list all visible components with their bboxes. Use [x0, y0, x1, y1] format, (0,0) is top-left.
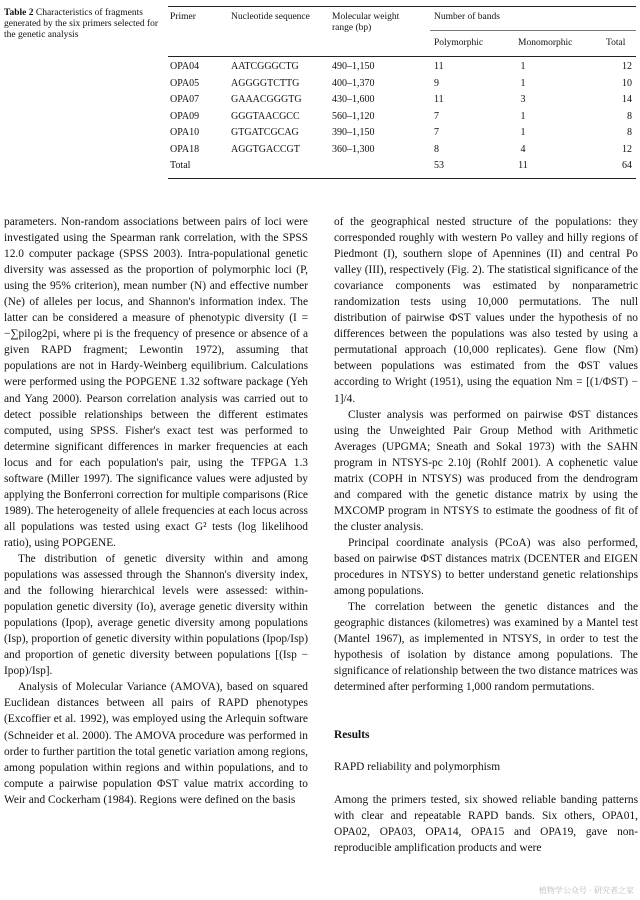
- header-total: Total: [606, 38, 626, 48]
- left-column: [4, 214, 308, 808]
- cell-polymorphic: 9: [434, 77, 439, 89]
- table-row: [168, 126, 636, 140]
- cell-monomorphic: 1: [520, 61, 526, 72]
- watermark: 植物学公众号 · 研究者之家: [538, 886, 634, 895]
- table-row: [168, 159, 636, 173]
- table-row: [168, 93, 636, 107]
- header-mw: Molecular weight range (bp): [332, 12, 400, 33]
- table-row: [168, 60, 636, 74]
- cell-total: 12: [622, 143, 632, 155]
- cell-total: 14: [622, 94, 632, 105]
- cell-sequence: GTGATCGCAG: [231, 127, 299, 138]
- cell-total: 10: [622, 77, 632, 89]
- cell-total: 8: [627, 127, 632, 138]
- spacer: [334, 776, 638, 792]
- cell-polymorphic: 53: [434, 160, 444, 171]
- cell-mw-range: 430–1,600: [332, 94, 375, 105]
- left-paragraph-2: The distribution of genetic diversity within and among populations was assessed through the Shannon's diversity index, and the following hierarchical levels were assessed: within-population genetic diversity (Io), average genetic diversity within populations (Ipop), average genetic diversity among populations (Isp), proportion of genetic diversity within populations (Ipop/Isp) and proportion of genetic diversity between populations [(Isp − Ipop)/Isp].: [4, 552, 308, 678]
- cell-monomorphic: 1: [520, 127, 526, 138]
- cell-monomorphic: 4: [520, 143, 526, 155]
- cell-sequence: AATCGGGCTG: [231, 61, 299, 72]
- left-paragraph-1: parameters. Non-random associations between pairs of loci were investigated using the Spearman rank correlation, with the SPSS 12.0 computer package (SPSS 2003). Intra-populational genetic diversity was assessed as the proportion of polymorphic loci (P, using the 95% criterion), mean number (N) and effective number (Ne) of alleles per locus, and Shannon's information index. The latter can be considered a measure of phenotypic diversity (I = −∑pilog2pi, where pi is the frequency of presence or absence of a given RAPD fragment; Lewontin 1972), assuming that populations are not in Hardy-Weinberg equilibrium. Calculations were performed using the POPGENE 1.32 software package (Yeh and Yang 2000). Pearson correlation analysis was carried out to detect possible relationships between the different estimates computed, using SPSS. Fisher's exact test was performed to determine significant differences in marker frequencies at each locus and for each population's pair, using the TFPGA 1.3 software (Miller 1997). The significance values were adjusted by applying the Bonferroni correction for multiple comparisons (Rice 1989). The heterogeneity of allele frequencies at each locus across all populations was tested using exact G² tests (log likelihood ratio), using POPGENE.: [4, 216, 308, 549]
- right-paragraph-1: of the geographical nested structure of the populations: they corresponded roughly with western Po valley and hilly regions of Piedmont (I), southern slope of Apennines (II) and central Po valley (III), respectively (Fig. 2). The statistical significance of the covariance components was estimated by nonparametric randomization tests using 10,000 permutations. The null distribution of pairwise ΦST values under the hypothesis of no differences between the populations was also tested by using a permutational approach (10,000 replicates). Gene flow (Nm) between populations was estimated from the ΦST values according to Wright (1951), using the equation Nm = [(1/ΦST) − 1]/4.: [334, 216, 638, 405]
- cell-primer: OPA07: [170, 94, 200, 105]
- results-subheading: RAPD reliability and polymorphism: [334, 761, 501, 774]
- cell-monomorphic: 1: [520, 110, 526, 122]
- spacer: [334, 743, 638, 759]
- cell-monomorphic: 1: [520, 77, 526, 89]
- cell-primer: OPA04: [170, 61, 200, 72]
- header-primer: Primer: [170, 12, 196, 22]
- cell-sequence: AGGGGTCTTG: [231, 77, 300, 89]
- cell-total: 12: [622, 61, 632, 72]
- bands-subrule: [430, 30, 636, 31]
- table-caption: [4, 8, 164, 41]
- right-paragraph-2: Cluster analysis was performed on pairwise ΦST distances using the Unweighted Pair Group Method with Arithmetic Averages (UPGMA; Sneath and Sokal 1973) with the SAHN program in NTSYS-pc 2.10j (Rohlf 2001). A cophenetic value matrix (COPH in NTSYS) was produced from the dendrogram and compared with the genetic distance matrix by using the MXCOMP program in NTSYS to estimate the goodness of fit of the cluster analysis.: [334, 408, 638, 533]
- cell-primer: OPA09: [170, 110, 200, 122]
- header-sequence: Nucleotide sequence: [231, 12, 310, 22]
- header-monomorphic: Monomorphic: [518, 38, 573, 48]
- right-column: [334, 214, 638, 856]
- cell-primer: Total: [170, 160, 191, 171]
- cell-polymorphic: 11: [434, 94, 444, 105]
- cell-polymorphic: 11: [434, 61, 444, 72]
- cell-sequence: GAAACGGGTG: [231, 94, 302, 105]
- table-caption-label: Table 2: [4, 8, 34, 18]
- cell-primer: OPA10: [170, 127, 200, 138]
- cell-polymorphic: 7: [434, 127, 439, 138]
- cell-polymorphic: 8: [434, 143, 439, 155]
- table-top-rule: [168, 6, 636, 7]
- cell-mw-range: 490–1,150: [332, 61, 375, 72]
- cell-mw-range: 560–1,120: [332, 110, 375, 122]
- cell-total: 64: [622, 160, 632, 171]
- table-row: [168, 110, 636, 124]
- cell-primer: OPA05: [170, 77, 200, 89]
- right-paragraph-3: Principal coordinate analysis (PCoA) was also performed, based on pairwise ΦST distances matrix (DCENTER and EIGEN procedures in NTSYS) to better understand genetic relationships among populations.: [334, 536, 638, 598]
- results-paragraph: Among the primers tested, six showed reliable banding patterns with clear and repeatable RAPD bands. Six others, OPA01, OPA02, OPA03, OPA14, OPA15 and OPA19, gave non-reproducible amplification products and were: [334, 793, 638, 854]
- spacer: [334, 695, 638, 711]
- cell-mw-range: 360–1,300: [332, 143, 375, 155]
- table-caption-text: Characteristics of fragments generated by the six primers selected for the genetic analysis: [4, 8, 159, 40]
- cell-monomorphic: 11: [518, 160, 528, 171]
- cell-mw-range: 390–1,150: [332, 127, 375, 138]
- header-bands: Number of bands: [434, 12, 500, 22]
- spacer: [334, 711, 638, 727]
- results-heading: Results: [334, 729, 370, 742]
- table-row: [168, 77, 636, 91]
- right-paragraph-4: The correlation between the genetic distances and the geographic distances (kilometres) was examined by a Mantel test (Mantel 1967), as implemented in NTSYS, in order to test the hypothesis of isolation by distance among populations. The significance of relationship between the two distance matrices was determined after performing 1,000 random permutations.: [334, 601, 638, 694]
- cell-primer: OPA18: [170, 143, 200, 155]
- header-polymorphic: Polymorphic: [434, 38, 484, 48]
- header-bottom-rule: [168, 56, 636, 57]
- left-paragraph-3: Analysis of Molecular Variance (AMOVA), based on squared Euclidean distances between all pairs of RAPD phenotypes (Excoffier et al. 1992), was employed using the Arlequin software (Schneider et al. 2000). The AMOVA procedure was performed in order to further partition the total genetic variation among regions, among population within regions and within populations, and to compute a pairwise population ΦST value matrix according to Weir and Cockerham (1984). Regions were defined on the basis: [4, 681, 308, 806]
- cell-total: 8: [627, 110, 632, 122]
- table-row: [168, 143, 636, 157]
- cell-monomorphic: 3: [520, 94, 526, 105]
- cell-mw-range: 400–1,370: [332, 77, 375, 89]
- cell-polymorphic: 7: [434, 110, 439, 122]
- cell-sequence: GGGTAACGCC: [231, 110, 300, 122]
- cell-sequence: AGGTGACCGT: [231, 143, 300, 155]
- table-bottom-rule: [168, 178, 636, 179]
